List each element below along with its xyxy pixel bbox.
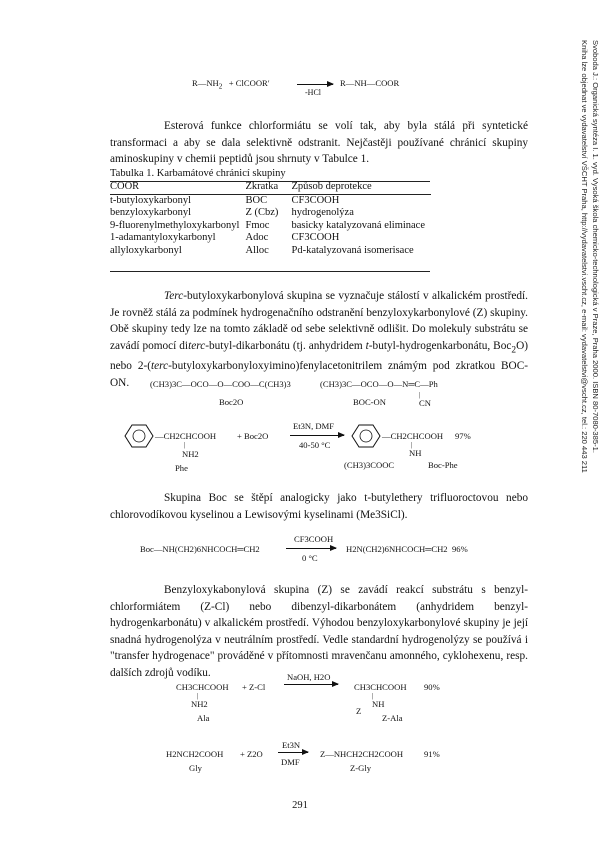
ala-plus: + Z-Cl (242, 682, 266, 692)
eq1-plus: + ClCOOR′ (228, 78, 270, 88)
bocphe-right: —CH2CHCOOH (382, 431, 444, 441)
zala-nh: NH (372, 699, 385, 709)
table-cell: CF3COOH (291, 194, 340, 206)
paragraph-2: Terc-butyloxykarbonylová skupina se vyznačuje stálostí v alkalickém prostředí. Je rovněž stálá za podmínek hydrogenačního odstranění benzyloxykarbonylové (Z) skupiny. Obě skupiny tedy lze na tomto základě od sebe selektivně odlišit. Do molekuly substrátu se zavádí pomocí diterc-butyl-dikarbonátu (tj. anhydridem t-butyl-hydrogenkarbonátu, Boc$_2$O) nebo 2-(terc-butyloxykarbonyloxyimino)fenylacetonitrilem známým pod zkratkou BOC-ON. (110, 290, 528, 389)
bocdiamine-yield: 96% (452, 544, 468, 554)
bocon-formula: (CH3)3C—OCO—O—N═C—Ph (320, 379, 438, 389)
phe-above: Et3N, DMF (293, 421, 335, 431)
bocphe-sub: (CH3)3COOC (344, 460, 395, 470)
benzene-ring-icon (124, 423, 154, 449)
bocdiamine-arrow (286, 548, 336, 549)
phe-plus: + Boc2O (237, 431, 269, 441)
boc2o-label: Boc2O (219, 397, 244, 407)
phe-nh2: NH2 (182, 449, 199, 459)
gly-plus: + Z2O (240, 749, 263, 759)
paragraph-4: Benzyloxykabonylová skupina (Z) se zavádí reakcí substrátu s benzyl-chlorformiátem (Z-Cl) nebo dibenzyl-dikarbonátem (anhydridem benzyl-hydrogenkarbonátu) v alkalickém prostředí. Výhodou benzyloxykarbonylové skupiny je její snadná hydrogenolýza v neutrálním prostředí. Vedle standardní hydrogenolýzy se používá i "transfer hydrogenace" prováděné v přítomnosti mravenčanu amonného, cyklohexenu, resp. dalších zdrojů vodíku. (110, 584, 528, 679)
table-cell: hydrogenolýza (291, 207, 354, 219)
ala-nh2: NH2 (191, 699, 208, 709)
table-cell: basicky katalyzovaná eliminace (291, 219, 426, 231)
phe-below: 40-50 °C (299, 440, 331, 450)
phe-label: Phe (175, 463, 188, 473)
table-cell: allyloxykarbonyl (110, 244, 182, 256)
eq1-right: R—NH—COOR (340, 78, 400, 88)
table-cell: BOC (245, 194, 268, 206)
paragraph-1: Esterová funkce chlorformiátu se volí tak, aby byla stálá při syntetické transformaci a aby se dala selektivně odstranit. Nejčastěji používané chránicí skupiny aminoskupiny v chemii peptidů jsou shrnuty v Tabulce 1. (110, 120, 528, 165)
zgly-yield: 91% (424, 749, 440, 759)
zala-yield: 90% (424, 682, 440, 692)
bocphe-nh: NH (409, 448, 422, 458)
eq1-below: -HCl (305, 88, 321, 97)
table-cell: Z (Cbz) (245, 207, 279, 219)
table-cell: Adoc (245, 232, 269, 244)
table-caption: Tabulka 1. Karbamátové chránicí skupiny (110, 168, 286, 179)
table-cell: benzyloxykarbonyl (110, 207, 192, 219)
zala-z: Z (356, 706, 362, 716)
citation-line-2: Kniha lze objednat ve vydavatelství VŠCHT Praha, http://vydavatelstvi.vscht.cz, e-mail: vydavatelstvi@vscht.cz, tel.: 220 443 211 (580, 40, 590, 473)
gly-label: Gly (189, 763, 202, 773)
paragraph-3: Skupina Boc se štěpí analogicky jako t-butylethery trifluoroctovou nebo chlorovodíkovou kyselinou a Lewisovými kyselinami (Me3SiCl). (110, 492, 528, 521)
ala-label: Ala (197, 713, 210, 723)
table-row (110, 207, 431, 220)
table-cell: CF3COOH (291, 232, 340, 244)
table-row (110, 220, 431, 233)
gly-arrow (278, 752, 308, 753)
bocdiamine-left: Boc—NH(CH2)6NHCOCH═CH2 (140, 544, 260, 554)
phe-left: —CH2CHCOOH (155, 431, 217, 441)
table-cell: Alloc (245, 244, 269, 256)
phe-arrow (290, 435, 344, 436)
boc2o-formula: (CH3)3C—OCO—O—COO—C(CH3)3 (150, 379, 291, 389)
table-row (110, 245, 431, 258)
table-header-cell: COOR (110, 181, 140, 192)
ala-left: CH3CHCOOH (176, 682, 229, 692)
bocdiamine-above: CF3COOH (294, 534, 334, 544)
citation-line-1: Svoboda J.: Organická syntéza I. 1. vyd. Vysoká škola chemicko-technologická v Praze, Praha 2000. ISBN 80-7080-385-1. (591, 40, 600, 453)
table-row (110, 194, 431, 207)
table-header-row (110, 181, 431, 194)
ala-above: NaOH, H2O (287, 672, 331, 682)
zala-right: CH3CHCOOH (354, 682, 407, 692)
table-bottom-rule (110, 271, 430, 272)
eq1-arrow (297, 84, 333, 85)
benzene-ring-icon (351, 423, 381, 449)
table-cell: 1-adamantyloxykarbonyl (110, 232, 216, 244)
gly-above: Et3N (282, 740, 301, 750)
bocphe-yield: 97% (455, 431, 471, 441)
zala-label: Z-Ala (382, 713, 403, 723)
zgly-right: Z—NHCH2CH2COOH (320, 749, 404, 759)
gly-below: DMF (281, 757, 300, 767)
table-row (110, 232, 431, 245)
bocon-cn: CN (419, 398, 431, 408)
bocdiamine-below: 0 °C (302, 553, 318, 563)
table-cell: Pd-katalyzovaná isomerisace (291, 244, 414, 256)
ala-arrow (284, 684, 338, 685)
table-header-cell: Zkratka (245, 181, 279, 192)
protecting-groups-table (110, 181, 431, 258)
table-header-cell: Způsob deprotekce (291, 181, 372, 192)
table-cell: t-butyloxykarbonyl (110, 194, 192, 206)
page-number: 291 (292, 800, 308, 811)
bocdiamine-right: H2N(CH2)6NHCOCH═CH2 (346, 544, 448, 554)
zgly-label: Z-Gly (350, 763, 372, 773)
eq1-left: R—NH (192, 78, 219, 88)
side-citation (579, 40, 600, 780)
table-cell: Fmoc (245, 219, 270, 231)
eq1-left-sub: 2 (218, 82, 223, 91)
table-cell: 9-fluorenylmethyloxykarbonyl (110, 219, 240, 231)
bocphe-label: Boc-Phe (428, 460, 458, 470)
bocon-label: BOC-ON (353, 397, 386, 407)
gly-left: H2NCH2COOH (166, 749, 224, 759)
